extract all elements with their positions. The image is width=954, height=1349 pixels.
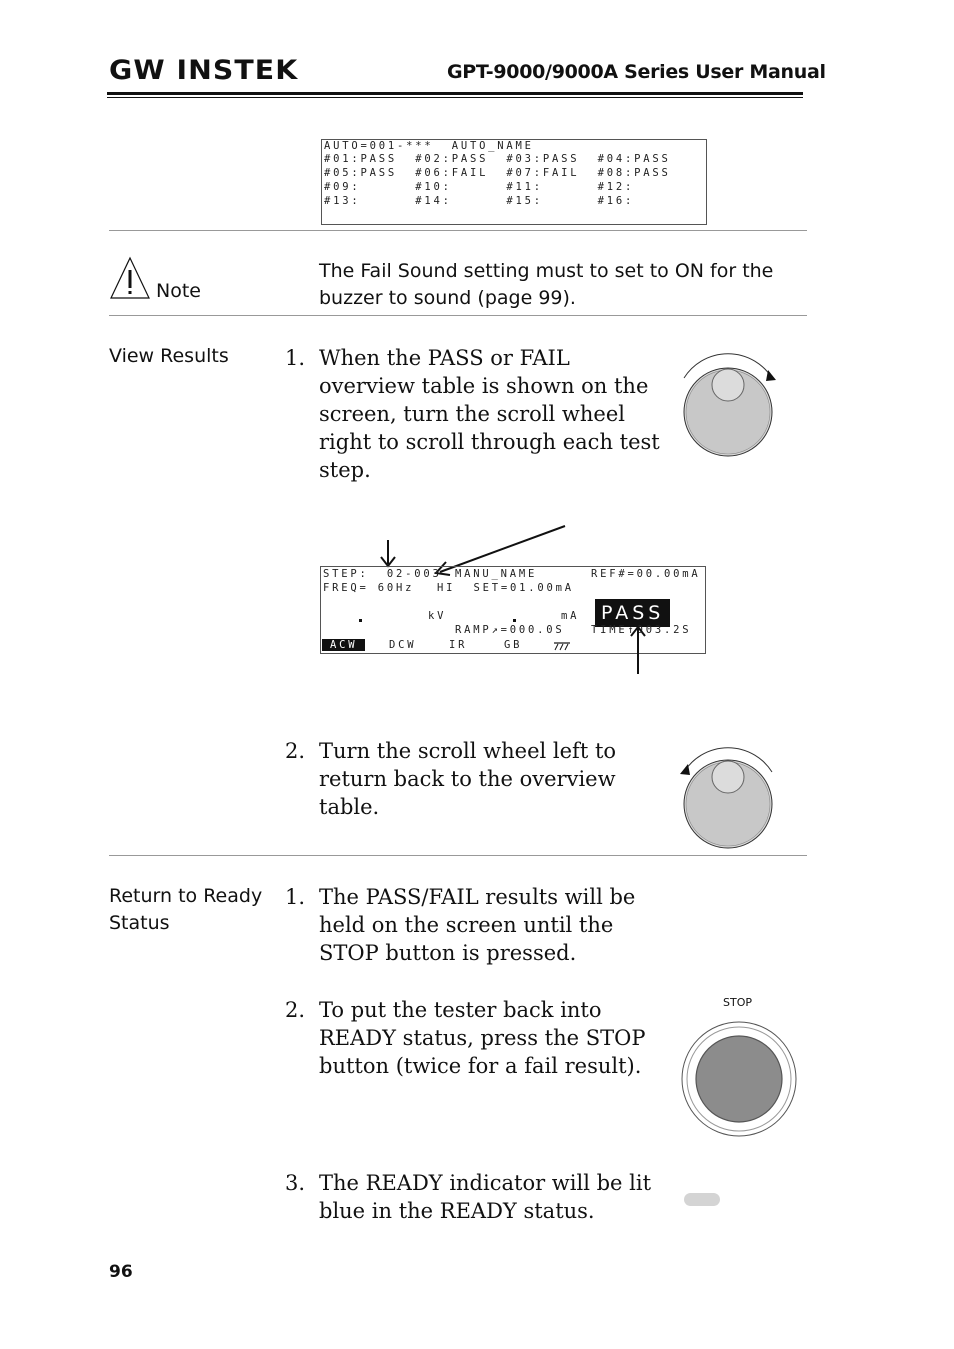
step-text: When the PASS or FAIL overview table is shown on the screen, turn the scroll wheel right to scroll through each test step. (319, 346, 660, 482)
overview-lcd (321, 139, 707, 225)
step-number: 1. (285, 346, 306, 370)
stop-label: STOP (723, 996, 752, 1009)
step-text: To put the tester back into READY status, press the STOP button (twice for a fail result). (319, 998, 646, 1078)
lcd-hi-set: HI SET=01.00mA (437, 582, 574, 594)
step-text: The READY indicator will be lit blue in the READY status. (319, 1171, 652, 1223)
up-arrow-icon (628, 624, 648, 676)
lcd-row: #05:PASS #06:FAIL #07:FAIL #08:PASS (324, 167, 671, 179)
header-rule-thin (107, 97, 803, 98)
lcd-ramp (455, 624, 564, 636)
lcd-ramp-label: RAMP (455, 624, 492, 636)
brand-logo: GW INSTEK (109, 55, 299, 86)
section-divider (109, 230, 807, 231)
section-divider (109, 315, 807, 316)
lcd-ma-unit: mA (561, 610, 580, 622)
note-text: The Fail Sound setting must to set to ON for the buzzer to sound (page 99). (319, 260, 774, 309)
step-number: 1. (285, 885, 306, 909)
ground-icon (553, 641, 571, 651)
lcd-row: #13: #14: #15: #16: (324, 195, 635, 207)
tab-gb: GB (504, 639, 523, 651)
lcd-row: #09: #10: #11: #12: (324, 181, 635, 193)
step-number: 3. (285, 1171, 306, 1195)
step-number: 2. (285, 739, 306, 763)
lcd-step: STEP: 02-003 (323, 568, 442, 580)
stop-button-icon (681, 1021, 797, 1137)
pass-result-badge: PASS (596, 600, 669, 626)
return-ready-label: Return to Ready Status (109, 885, 263, 934)
lcd-row: AUTO=001-*** AUTO_NAME (324, 140, 534, 152)
lcd-time-value: 003.2S (636, 624, 692, 636)
lcd-row: #01:PASS #02:PASS #03:PASS #04:PASS (324, 153, 671, 165)
scroll-wheel-left-icon (672, 742, 784, 854)
lcd-freq: FREQ= 60Hz (323, 582, 415, 594)
tab-acw: ACW (322, 639, 365, 651)
time-arrow-icon: ↑ (627, 624, 637, 636)
tab-dcw: DCW (389, 639, 417, 651)
step-number: 2. (285, 998, 306, 1022)
step-lcd (320, 566, 706, 654)
lcd-dot (513, 619, 516, 622)
step-text: The PASS/FAIL results will be held on the screen until the STOP button is pressed. (319, 885, 636, 965)
ready-indicator-icon (684, 1193, 720, 1206)
lcd-time-label: TIME (591, 624, 628, 636)
lcd-ref: REF#=00.00mA (591, 568, 701, 580)
warning-icon (109, 256, 151, 300)
page-number: 96 (109, 1262, 133, 1282)
note-label: Note (156, 280, 201, 302)
step-text: Turn the scroll wheel left to return back to the overview table. (319, 739, 617, 819)
view-results-label: View Results (109, 345, 229, 367)
manual-title: GPT-9000/9000A Series User Manual (447, 61, 826, 83)
lcd-manu-name: MANU_NAME (455, 568, 538, 580)
lcd-dot (359, 619, 362, 622)
tab-ir: IR (449, 639, 468, 651)
lcd-ramp-value: =000.0S (500, 624, 565, 636)
section-divider (109, 855, 807, 856)
lcd-kv-unit: kV (428, 610, 447, 622)
ramp-arrow-icon: ↗ (491, 624, 501, 636)
scroll-wheel-right-icon (672, 348, 784, 460)
header-rule (107, 92, 803, 95)
